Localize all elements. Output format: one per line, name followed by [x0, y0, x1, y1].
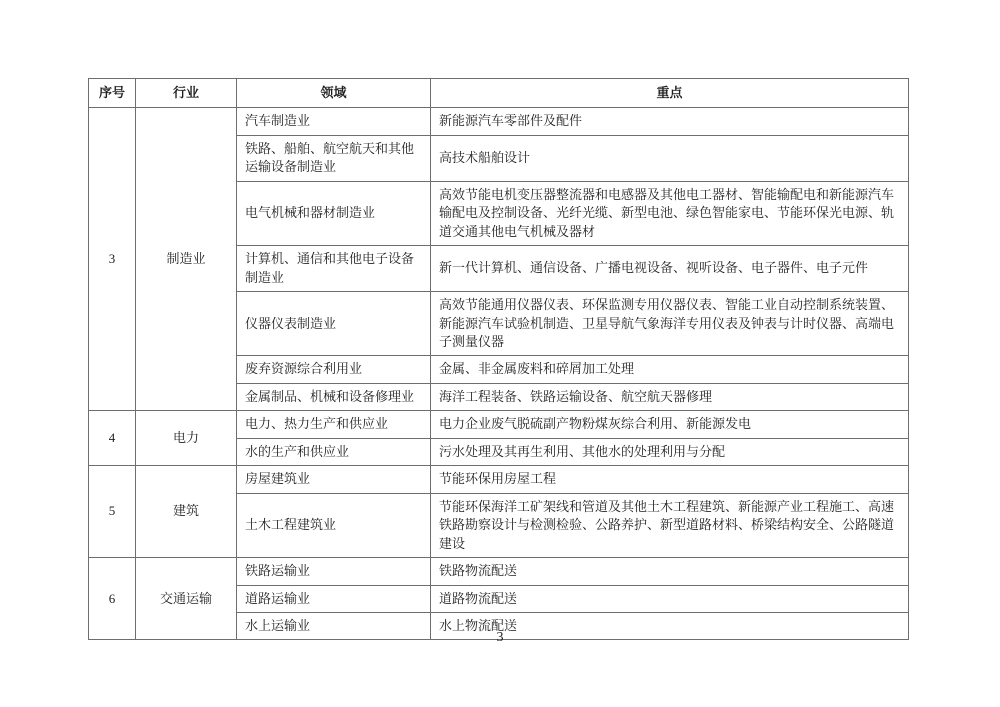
- table-row: [89, 108, 909, 135]
- focus-cell: 新能源汽车零部件及配件: [431, 108, 909, 135]
- field-cell: 仪器仪表制造业: [237, 292, 431, 356]
- field-cell: 房屋建筑业: [237, 466, 431, 493]
- serial-number-cell: 6: [89, 558, 136, 640]
- focus-cell: 高技术船舶设计: [431, 135, 909, 181]
- focus-cell: 污水处理及其再生利用、其他水的处理利用与分配: [431, 438, 909, 465]
- column-header-field: 领域: [237, 79, 431, 108]
- field-cell: 道路运输业: [237, 585, 431, 612]
- focus-cell: 电力企业废气脱硫副产物粉煤灰综合利用、新能源发电: [431, 411, 909, 438]
- table-header-row: [89, 79, 909, 108]
- focus-cell: 道路物流配送: [431, 585, 909, 612]
- serial-number-cell: 5: [89, 466, 136, 558]
- field-cell: 汽车制造业: [237, 108, 431, 135]
- serial-number-cell: 3: [89, 108, 136, 411]
- focus-cell: 铁路物流配送: [431, 558, 909, 585]
- serial-number-cell: 4: [89, 411, 136, 466]
- column-header-serial: 序号: [89, 79, 136, 108]
- focus-cell: 水上物流配送: [431, 612, 909, 639]
- page-number: 3: [496, 630, 504, 645]
- field-cell: 废弃资源综合利用业: [237, 356, 431, 383]
- focus-cell: 海洋工程装备、铁路运输设备、航空航天器修理: [431, 383, 909, 410]
- column-header-industry: 行业: [136, 79, 237, 108]
- industry-cell: 交通运输: [136, 558, 237, 640]
- industry-cell: 电力: [136, 411, 237, 466]
- field-cell: 铁路、船舶、航空航天和其他运输设备制造业: [237, 135, 431, 181]
- industry-focus-table: [88, 78, 909, 640]
- focus-cell: 高效节能电机变压器整流器和电感器及其他电工器材、智能输配电和新能源汽车输配电及控制设备、光纤光缆、新型电池、绿色智能家电、节能环保光电源、轨道交通其他电气机械及器材: [431, 181, 909, 245]
- table-body: [89, 108, 909, 640]
- focus-cell: 金属、非金属废料和碎屑加工处理: [431, 356, 909, 383]
- field-cell: 铁路运输业: [237, 558, 431, 585]
- focus-cell: 节能环保海洋工矿架线和管道及其他土木工程建筑、新能源产业工程施工、高速铁路勘察设计与检测检验、公路养护、新型道路材料、桥梁结构安全、公路隧道建设: [431, 493, 909, 557]
- field-cell: 电力、热力生产和供应业: [237, 411, 431, 438]
- table-row: [89, 411, 909, 438]
- table-row: [89, 466, 909, 493]
- field-cell: 水上运输业: [237, 612, 431, 639]
- industry-cell: 制造业: [136, 108, 237, 411]
- field-cell: 电气机械和器材制造业: [237, 181, 431, 245]
- industry-cell: 建筑: [136, 466, 237, 558]
- focus-cell: 节能环保用房屋工程: [431, 466, 909, 493]
- field-cell: 水的生产和供应业: [237, 438, 431, 465]
- field-cell: 土木工程建筑业: [237, 493, 431, 557]
- field-cell: 计算机、通信和其他电子设备制造业: [237, 246, 431, 292]
- focus-cell: 新一代计算机、通信设备、广播电视设备、视听设备、电子器件、电子元件: [431, 246, 909, 292]
- column-header-focus: 重点: [431, 79, 909, 108]
- field-cell: 金属制品、机械和设备修理业: [237, 383, 431, 410]
- table-row: [89, 558, 909, 585]
- focus-cell: 高效节能通用仪器仪表、环保监测专用仪器仪表、智能工业自动控制系统装置、新能源汽车试验机制造、卫星导航气象海洋专用仪表及钟表与计时仪器、高端电子测量仪器: [431, 292, 909, 356]
